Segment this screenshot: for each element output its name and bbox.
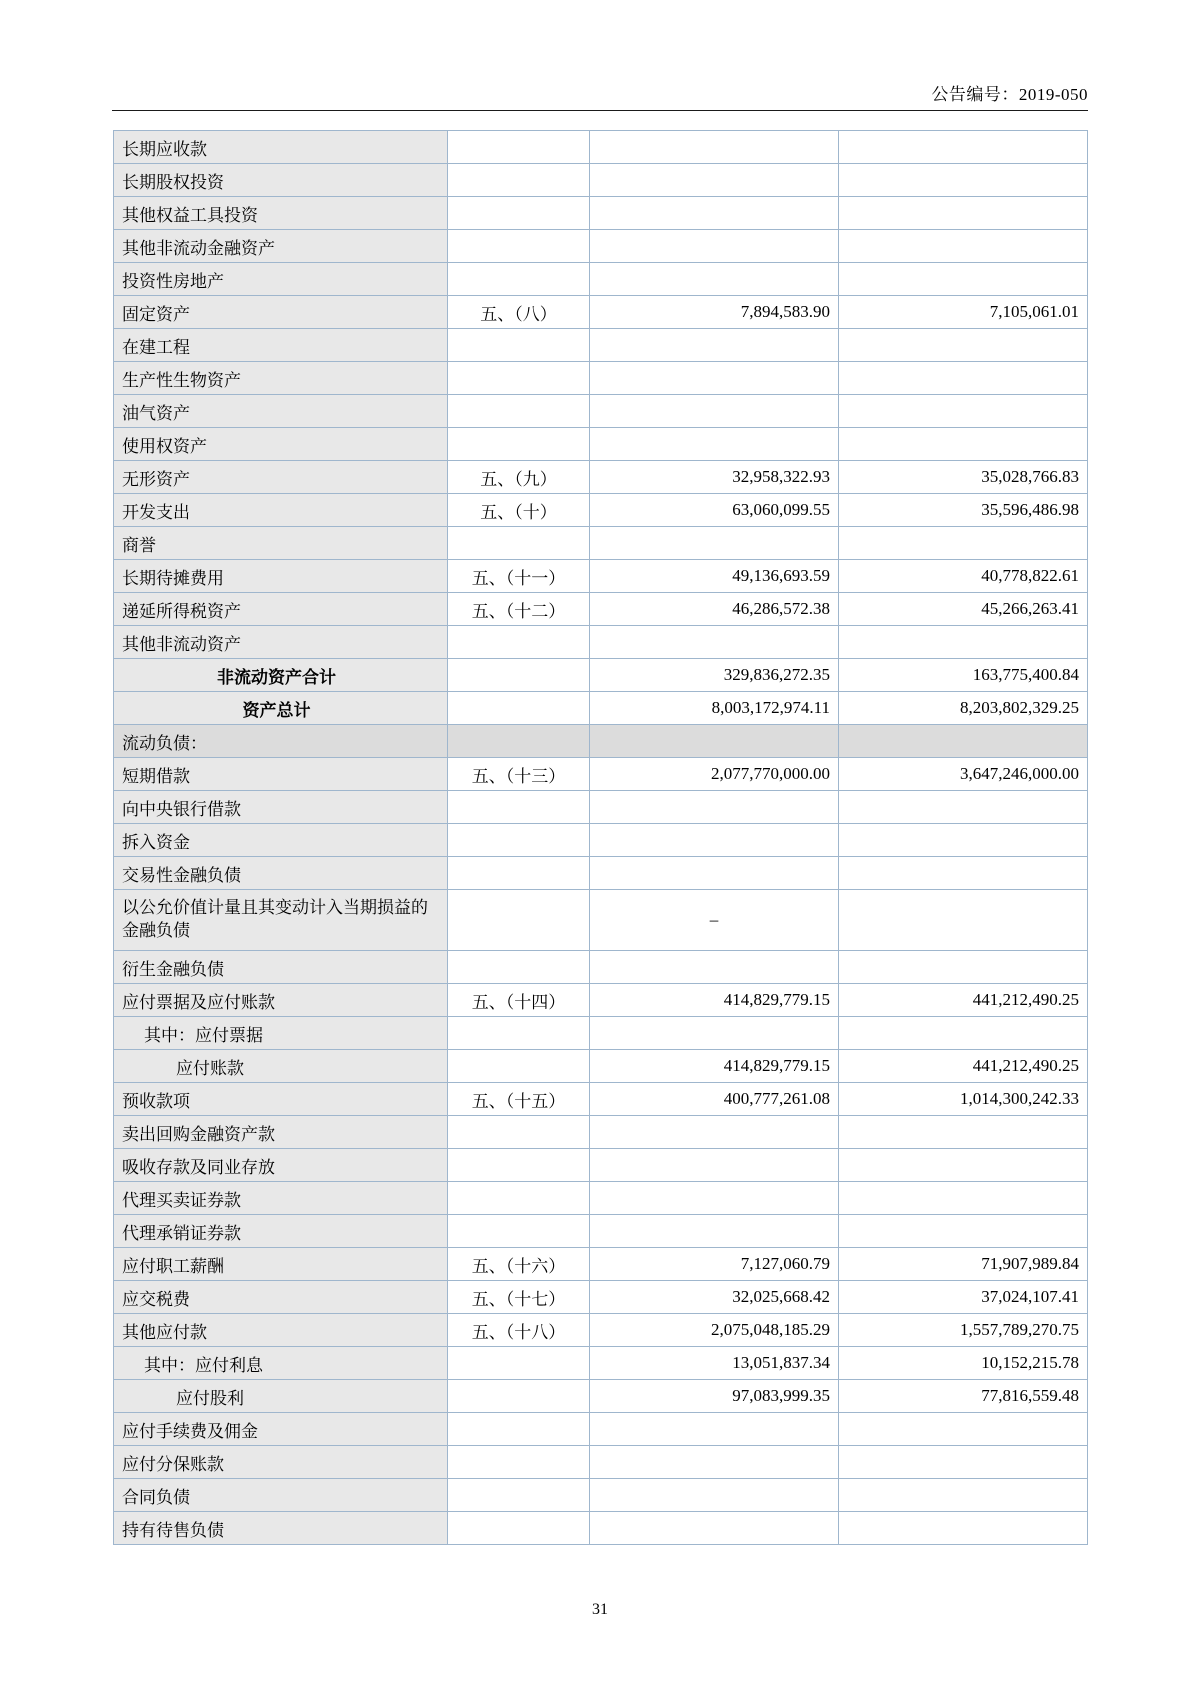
row-label: 应交税费: [114, 1281, 448, 1314]
row-note-reference: [448, 857, 590, 890]
row-value-current: [589, 197, 838, 230]
table-row: [114, 692, 1088, 725]
row-note-reference: [448, 131, 590, 164]
row-value-prior: [838, 1512, 1087, 1545]
row-label: 固定资产: [114, 296, 448, 329]
row-value-prior: [838, 230, 1087, 263]
row-label: 长期应收款: [114, 131, 448, 164]
row-value-prior: [838, 791, 1087, 824]
row-value-current: 2,077,770,000.00: [589, 758, 838, 791]
table-row: [114, 725, 1088, 758]
row-label: 交易性金融负债: [114, 857, 448, 890]
row-value-prior: [838, 329, 1087, 362]
row-value-current: [589, 1479, 838, 1512]
row-value-prior: 45,266,263.41: [838, 593, 1087, 626]
row-note-reference: [448, 725, 590, 758]
row-label: 应付分保账款: [114, 1446, 448, 1479]
row-value-current: 7,127,060.79: [589, 1248, 838, 1281]
table-row: [114, 1215, 1088, 1248]
row-value-prior: [838, 1479, 1087, 1512]
row-value-current: 49,136,693.59: [589, 560, 838, 593]
table-row: [114, 984, 1088, 1017]
row-note-reference: [448, 395, 590, 428]
row-label: 以公允价值计量且其变动计入当期损益的金融负债: [114, 890, 448, 951]
row-note-reference: [448, 230, 590, 263]
table-row: [114, 1347, 1088, 1380]
table-row: [114, 1413, 1088, 1446]
row-label: 应付票据及应付账款: [114, 984, 448, 1017]
row-label: 应付股利: [114, 1380, 448, 1413]
row-label: 其中：应付利息: [114, 1347, 448, 1380]
row-note-reference: [448, 692, 590, 725]
row-note-reference: 五、（十一）: [448, 560, 590, 593]
row-value-prior: 7,105,061.01: [838, 296, 1087, 329]
row-value-prior: 441,212,490.25: [838, 1050, 1087, 1083]
row-note-reference: [448, 626, 590, 659]
row-value-prior: 10,152,215.78: [838, 1347, 1087, 1380]
row-value-current: 32,958,322.93: [589, 461, 838, 494]
row-value-current: [589, 164, 838, 197]
row-value-current: [589, 824, 838, 857]
row-label: 预收款项: [114, 1083, 448, 1116]
row-label: 短期借款: [114, 758, 448, 791]
table-row: [114, 1182, 1088, 1215]
row-value-current: [589, 725, 838, 758]
row-value-current: [589, 791, 838, 824]
row-value-prior: [838, 164, 1087, 197]
row-note-reference: [448, 428, 590, 461]
row-label: 递延所得税资产: [114, 593, 448, 626]
row-value-prior: 8,203,802,329.25: [838, 692, 1087, 725]
row-note-reference: [448, 1116, 590, 1149]
table-row: [114, 1248, 1088, 1281]
row-value-current: 97,083,999.35: [589, 1380, 838, 1413]
row-value-current: 414,829,779.15: [589, 1050, 838, 1083]
row-value-prior: [838, 1017, 1087, 1050]
table-row: [114, 1050, 1088, 1083]
row-label: 生产性生物资产: [114, 362, 448, 395]
table-row: [114, 329, 1088, 362]
row-note-reference: [448, 890, 590, 951]
row-note-reference: [448, 1380, 590, 1413]
table-row: [114, 824, 1088, 857]
table-row: [114, 131, 1088, 164]
row-note-reference: 五、（十五）: [448, 1083, 590, 1116]
table-row: [114, 494, 1088, 527]
row-label: 吸收存款及同业存放: [114, 1149, 448, 1182]
row-value-prior: 77,816,559.48: [838, 1380, 1087, 1413]
row-label: 卖出回购金融资产款: [114, 1116, 448, 1149]
row-label: 开发支出: [114, 494, 448, 527]
row-value-prior: [838, 857, 1087, 890]
table-row: [114, 1017, 1088, 1050]
row-note-reference: 五、（十二）: [448, 593, 590, 626]
row-note-reference: 五、（十六）: [448, 1248, 590, 1281]
table-row: [114, 230, 1088, 263]
row-note-reference: [448, 263, 590, 296]
row-note-reference: 五、（十）: [448, 494, 590, 527]
table-row: [114, 1116, 1088, 1149]
table-row: [114, 1281, 1088, 1314]
row-value-current: [589, 527, 838, 560]
row-label: 应付手续费及佣金: [114, 1413, 448, 1446]
row-label: 拆入资金: [114, 824, 448, 857]
row-value-prior: [838, 263, 1087, 296]
table-row: [114, 626, 1088, 659]
row-note-reference: [448, 527, 590, 560]
row-value-prior: 71,907,989.84: [838, 1248, 1087, 1281]
row-value-current: [589, 131, 838, 164]
row-value-prior: [838, 428, 1087, 461]
table-row: [114, 263, 1088, 296]
table-row: [114, 1446, 1088, 1479]
table-row: [114, 1479, 1088, 1512]
row-note-reference: [448, 1017, 590, 1050]
row-note-reference: [448, 951, 590, 984]
row-note-reference: [448, 1215, 590, 1248]
row-value-prior: 1,557,789,270.75: [838, 1314, 1087, 1347]
row-label: 其他应付款: [114, 1314, 448, 1347]
row-value-prior: [838, 1446, 1087, 1479]
row-value-current: [589, 329, 838, 362]
row-value-prior: [838, 1116, 1087, 1149]
row-note-reference: [448, 1149, 590, 1182]
table-row: [114, 296, 1088, 329]
row-note-reference: [448, 1512, 590, 1545]
row-value-prior: [838, 626, 1087, 659]
row-note-reference: [448, 1347, 590, 1380]
row-label: 代理买卖证券款: [114, 1182, 448, 1215]
row-value-prior: [838, 131, 1087, 164]
row-label: 无形资产: [114, 461, 448, 494]
row-label: 应付职工薪酬: [114, 1248, 448, 1281]
row-value-current: [589, 1182, 838, 1215]
row-value-prior: [838, 1149, 1087, 1182]
row-value-prior: 441,212,490.25: [838, 984, 1087, 1017]
row-note-reference: [448, 1413, 590, 1446]
row-label: 其他非流动资产: [114, 626, 448, 659]
row-label: 代理承销证券款: [114, 1215, 448, 1248]
row-value-prior: [838, 362, 1087, 395]
table-row: [114, 593, 1088, 626]
row-note-reference: 五、（十八）: [448, 1314, 590, 1347]
row-value-prior: 163,775,400.84: [838, 659, 1087, 692]
table-row: [114, 659, 1088, 692]
row-value-current: [589, 263, 838, 296]
table-row: [114, 362, 1088, 395]
row-label: 流动负债：: [114, 725, 448, 758]
table-row: [114, 791, 1088, 824]
table-row: [114, 890, 1088, 951]
balance-sheet-table: [113, 130, 1088, 1545]
row-value-prior: 35,596,486.98: [838, 494, 1087, 527]
row-value-current: [589, 1149, 838, 1182]
table-row: [114, 1083, 1088, 1116]
row-value-current: [589, 1446, 838, 1479]
row-label: 在建工程: [114, 329, 448, 362]
row-note-reference: [448, 1182, 590, 1215]
table-row: [114, 560, 1088, 593]
row-note-reference: [448, 362, 590, 395]
row-value-prior: [838, 951, 1087, 984]
row-value-current: [589, 230, 838, 263]
row-label: 其他权益工具投资: [114, 197, 448, 230]
row-value-current: 400,777,261.08: [589, 1083, 838, 1116]
row-label: 油气资产: [114, 395, 448, 428]
row-value-prior: 37,024,107.41: [838, 1281, 1087, 1314]
row-note-reference: [448, 824, 590, 857]
row-value-prior: [838, 1182, 1087, 1215]
row-value-prior: [838, 1215, 1087, 1248]
row-value-prior: [838, 725, 1087, 758]
row-value-prior: [838, 890, 1087, 951]
row-label: 应付账款: [114, 1050, 448, 1083]
row-label: 持有待售负债: [114, 1512, 448, 1545]
row-value-prior: 1,014,300,242.33: [838, 1083, 1087, 1116]
row-value-current: [589, 626, 838, 659]
row-value-current: [589, 1116, 838, 1149]
table-row: [114, 857, 1088, 890]
row-label: 商誉: [114, 527, 448, 560]
row-note-reference: 五、（九）: [448, 461, 590, 494]
row-note-reference: 五、（十三）: [448, 758, 590, 791]
table-row: [114, 951, 1088, 984]
row-value-current: 8,003,172,974.11: [589, 692, 838, 725]
row-note-reference: [448, 659, 590, 692]
row-value-prior: 3,647,246,000.00: [838, 758, 1087, 791]
announcement-number: 公告编号：2019-050: [931, 85, 1088, 104]
row-label: 投资性房地产: [114, 263, 448, 296]
page-number: 31: [592, 1601, 608, 1618]
row-value-current: [589, 395, 838, 428]
row-label: 衍生金融负债: [114, 951, 448, 984]
table-row: [114, 428, 1088, 461]
row-value-prior: [838, 527, 1087, 560]
row-value-current: 7,894,583.90: [589, 296, 838, 329]
row-note-reference: [448, 1050, 590, 1083]
row-value-current: [589, 951, 838, 984]
row-value-prior: 40,778,822.61: [838, 560, 1087, 593]
row-value-current: 32,025,668.42: [589, 1281, 838, 1314]
row-label: 长期股权投资: [114, 164, 448, 197]
table-row: [114, 1149, 1088, 1182]
table-row: [114, 1380, 1088, 1413]
table-row: [114, 1512, 1088, 1545]
row-value-current: [589, 1215, 838, 1248]
row-value-current: –: [589, 890, 838, 951]
row-label: 其他非流动金融资产: [114, 230, 448, 263]
row-note-reference: [448, 791, 590, 824]
row-label: 资产总计: [114, 692, 448, 725]
row-value-current: 414,829,779.15: [589, 984, 838, 1017]
table-row: [114, 461, 1088, 494]
row-note-reference: [448, 164, 590, 197]
row-value-prior: [838, 197, 1087, 230]
row-note-reference: 五、（十四）: [448, 984, 590, 1017]
header-divider: [112, 110, 1088, 111]
row-value-current: 2,075,048,185.29: [589, 1314, 838, 1347]
row-label: 其中：应付票据: [114, 1017, 448, 1050]
row-label: 长期待摊费用: [114, 560, 448, 593]
row-label: 向中央银行借款: [114, 791, 448, 824]
row-value-prior: [838, 395, 1087, 428]
row-note-reference: 五、（八）: [448, 296, 590, 329]
row-value-current: [589, 1413, 838, 1446]
row-value-current: 13,051,837.34: [589, 1347, 838, 1380]
row-value-prior: [838, 1413, 1087, 1446]
row-label: 合同负债: [114, 1479, 448, 1512]
row-value-current: 63,060,099.55: [589, 494, 838, 527]
row-value-current: [589, 857, 838, 890]
row-value-current: 46,286,572.38: [589, 593, 838, 626]
row-value-current: 329,836,272.35: [589, 659, 838, 692]
row-value-prior: [838, 824, 1087, 857]
table-row: [114, 1314, 1088, 1347]
row-value-current: [589, 1017, 838, 1050]
row-value-prior: 35,028,766.83: [838, 461, 1087, 494]
table-row: [114, 164, 1088, 197]
table-row: [114, 758, 1088, 791]
row-note-reference: [448, 197, 590, 230]
row-note-reference: [448, 329, 590, 362]
row-label: 非流动资产合计: [114, 659, 448, 692]
row-note-reference: [448, 1479, 590, 1512]
table-row: [114, 527, 1088, 560]
table-row: [114, 197, 1088, 230]
row-label: 使用权资产: [114, 428, 448, 461]
row-value-current: [589, 1512, 838, 1545]
row-value-current: [589, 428, 838, 461]
row-note-reference: [448, 1446, 590, 1479]
row-value-current: [589, 362, 838, 395]
table-row: [114, 395, 1088, 428]
row-note-reference: 五、（十七）: [448, 1281, 590, 1314]
